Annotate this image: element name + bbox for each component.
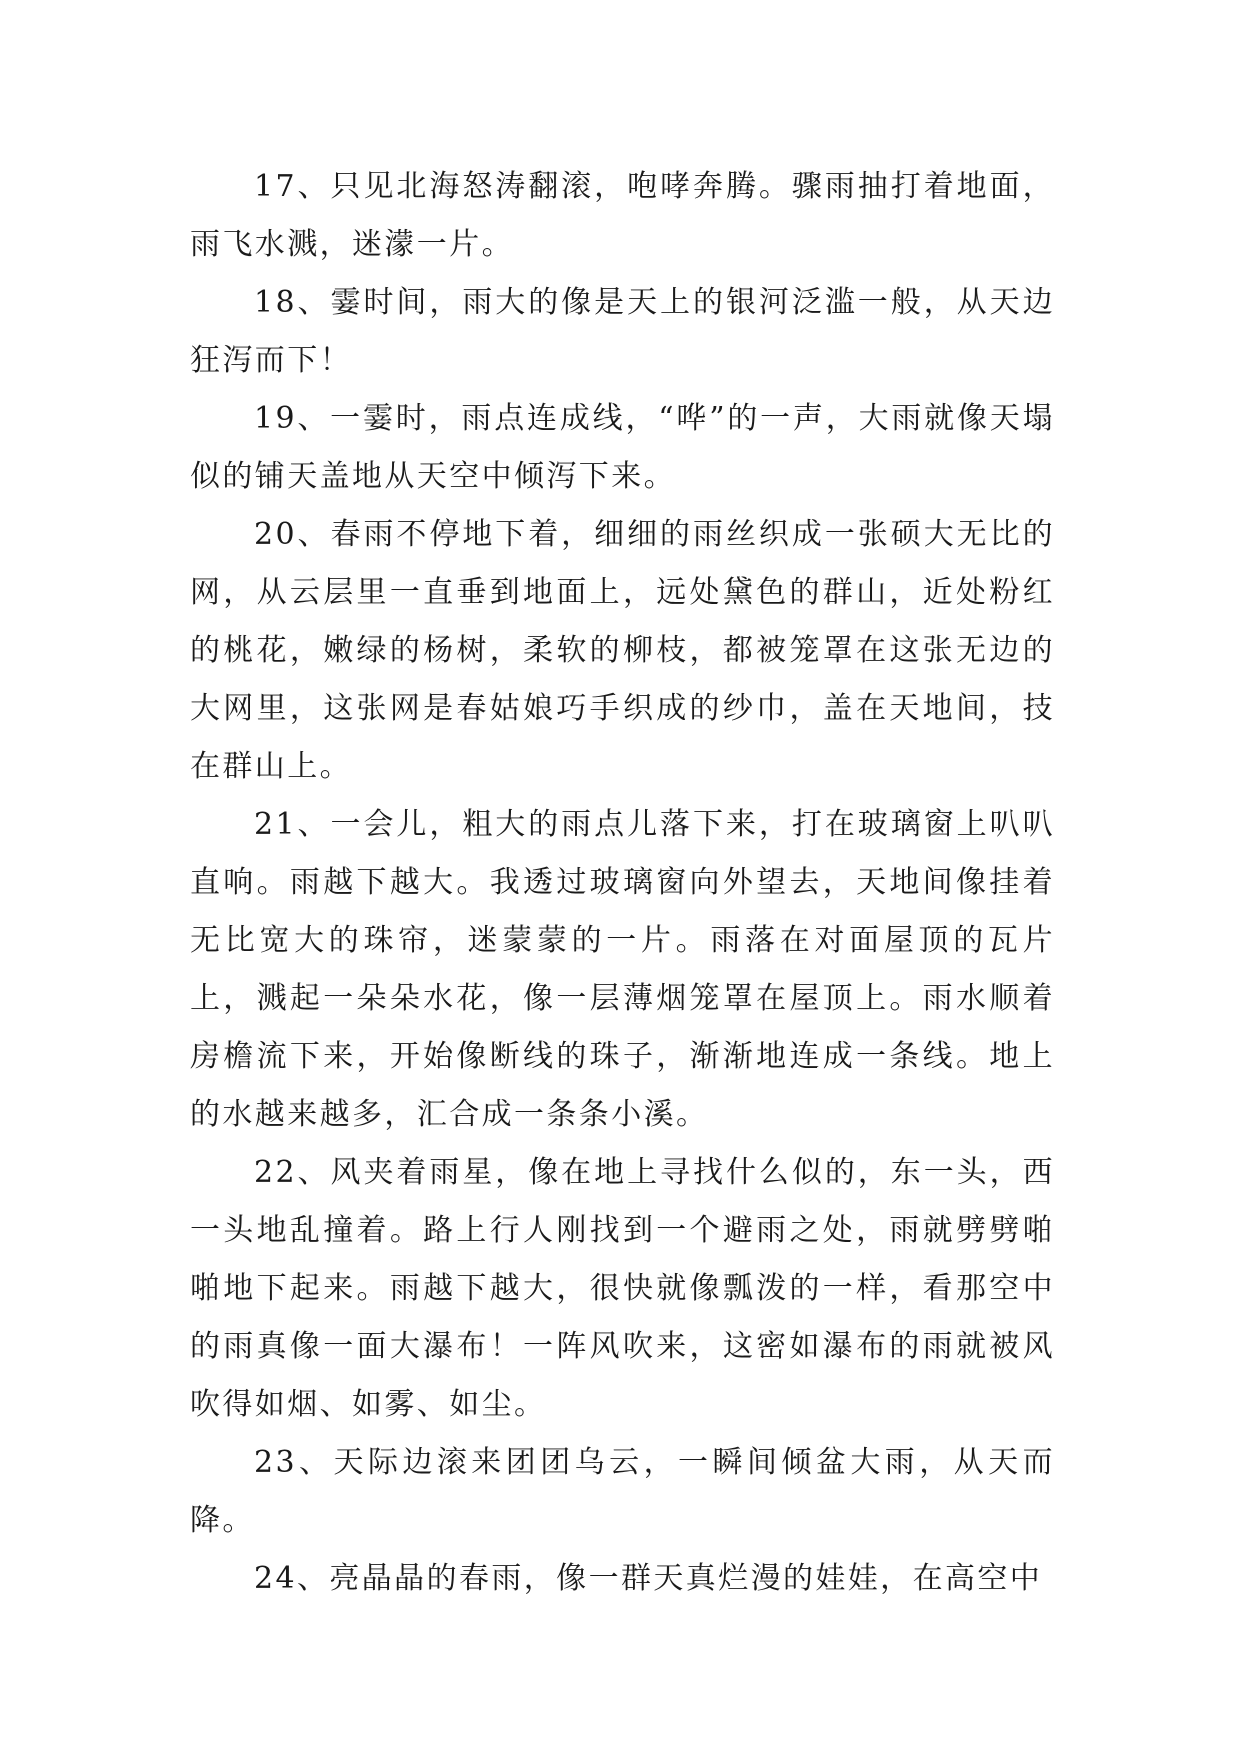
paragraph-23: 23、天际边滚来团团乌云，一瞬间倾盆大雨，从天而降。	[190, 1445, 1055, 1538]
paragraph-21: 21、一会儿，粗大的雨点儿落下来，打在玻璃窗上叭叭直响。雨越下越大。我透过玻璃窗向外望去，天地间像挂着无比宽大的珠帘，迷蒙蒙的一片。雨落在对面屋顶的瓦片上，溅起一朵朵水花，像一层薄烟笼罩在屋顶上。雨水顺着房檐流下来，开始像断线的珠子，渐渐地连成一条线。地上的水越来越多，汇合成一条条小溪。	[190, 807, 1055, 1132]
paragraph-24: 24、亮晶晶的春雨，像一群天真烂漫的娃娃，在高空中	[254, 1561, 1043, 1596]
paragraph-17: 17、只见北海怒涛翻滚，咆哮奔腾。骤雨抽打着地面，雨飞水溅，迷濛一片。	[190, 169, 1055, 262]
document-body	[190, 158, 1055, 1608]
paragraph-20: 20、春雨不停地下着，细细的雨丝织成一张硕大无比的网，从云层里一直垂到地面上，远处黛色的群山，近处粉红的桃花，嫩绿的杨树，柔软的柳枝，都被笼罩在这张无边的大网里，这张网是春姑娘巧手织成的纱巾，盖在天地间，技在群山上。	[190, 517, 1055, 784]
paragraph-19: 19、一霎时，雨点连成线，“哗”的一声，大雨就像天塌似的铺天盖地从天空中倾泻下来。	[190, 401, 1055, 494]
paragraph-22: 22、风夹着雨星，像在地上寻找什么似的，东一头，西一头地乱撞着。路上行人刚找到一个避雨之处，雨就劈劈啪啪地下起来。雨越下越大，很快就像瓢泼的一样，看那空中的雨真像一面大瀑布！一阵风吹来，这密如瀑布的雨就被风吹得如烟、如雾、如尘。	[190, 1155, 1055, 1422]
paragraph-18: 18、霎时间，雨大的像是天上的银河泛滥一般，从天边狂泻而下！	[190, 285, 1055, 378]
